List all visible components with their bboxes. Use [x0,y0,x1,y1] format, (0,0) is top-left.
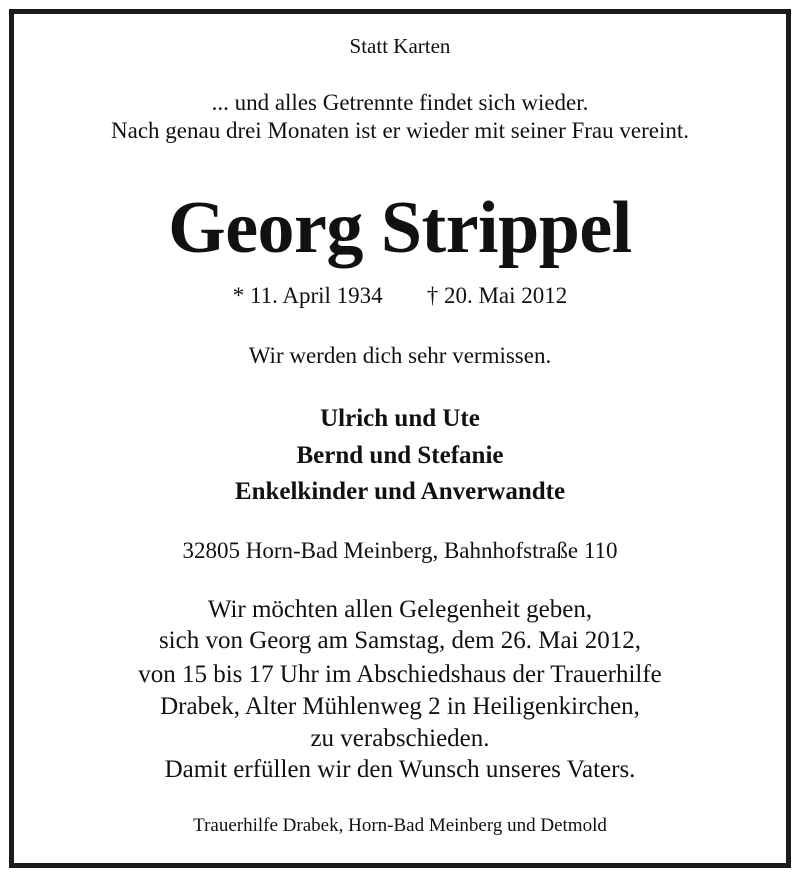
family-address: 32805 Horn-Bad Meinberg, Bahnhofstraße 110 [182,538,618,563]
header-text: Statt Karten [349,34,451,58]
funeral-home-footer: Trauerhilfe Drabek, Horn-Bad Meinberg und Detmold [193,815,607,836]
announcement-line: Wir möchten allen Gelegenheit geben, [207,596,593,623]
quote-line-2: Nach genau drei Monaten ist er wieder mit seiner Frau vereint. [111,118,689,143]
announcement-line: Damit erfüllen wir den Wunsch unseres Vaters. [164,756,636,783]
announcement-line: Drabek, Alter Mühlenweg 2 in Heiligenkirchen, [160,693,640,720]
mourner-line: Ulrich und Ute [320,405,480,432]
farewell-message: Wir werden dich sehr vermissen. [248,343,552,368]
mourner-line: Bernd und Stefanie [296,442,504,469]
announcement-line: zu verabschieden. [310,725,490,752]
deceased-name: Georg Strippel [168,187,632,269]
death-date: † 20. Mai 2012 [426,283,568,308]
mourner-line: Enkelkinder und Anverwandte [234,478,566,505]
quote-line-1: ... und alles Getrennte findet sich wieder. [211,90,589,115]
life-dates [0,283,800,309]
announcement-line: sich von Georg am Samstag, dem 26. Mai 2012, [158,627,642,654]
announcement-line: von 15 bis 17 Uhr im Abschiedshaus der Trauerhilfe [138,661,662,688]
birth-date: * 11. April 1934 [232,283,383,308]
